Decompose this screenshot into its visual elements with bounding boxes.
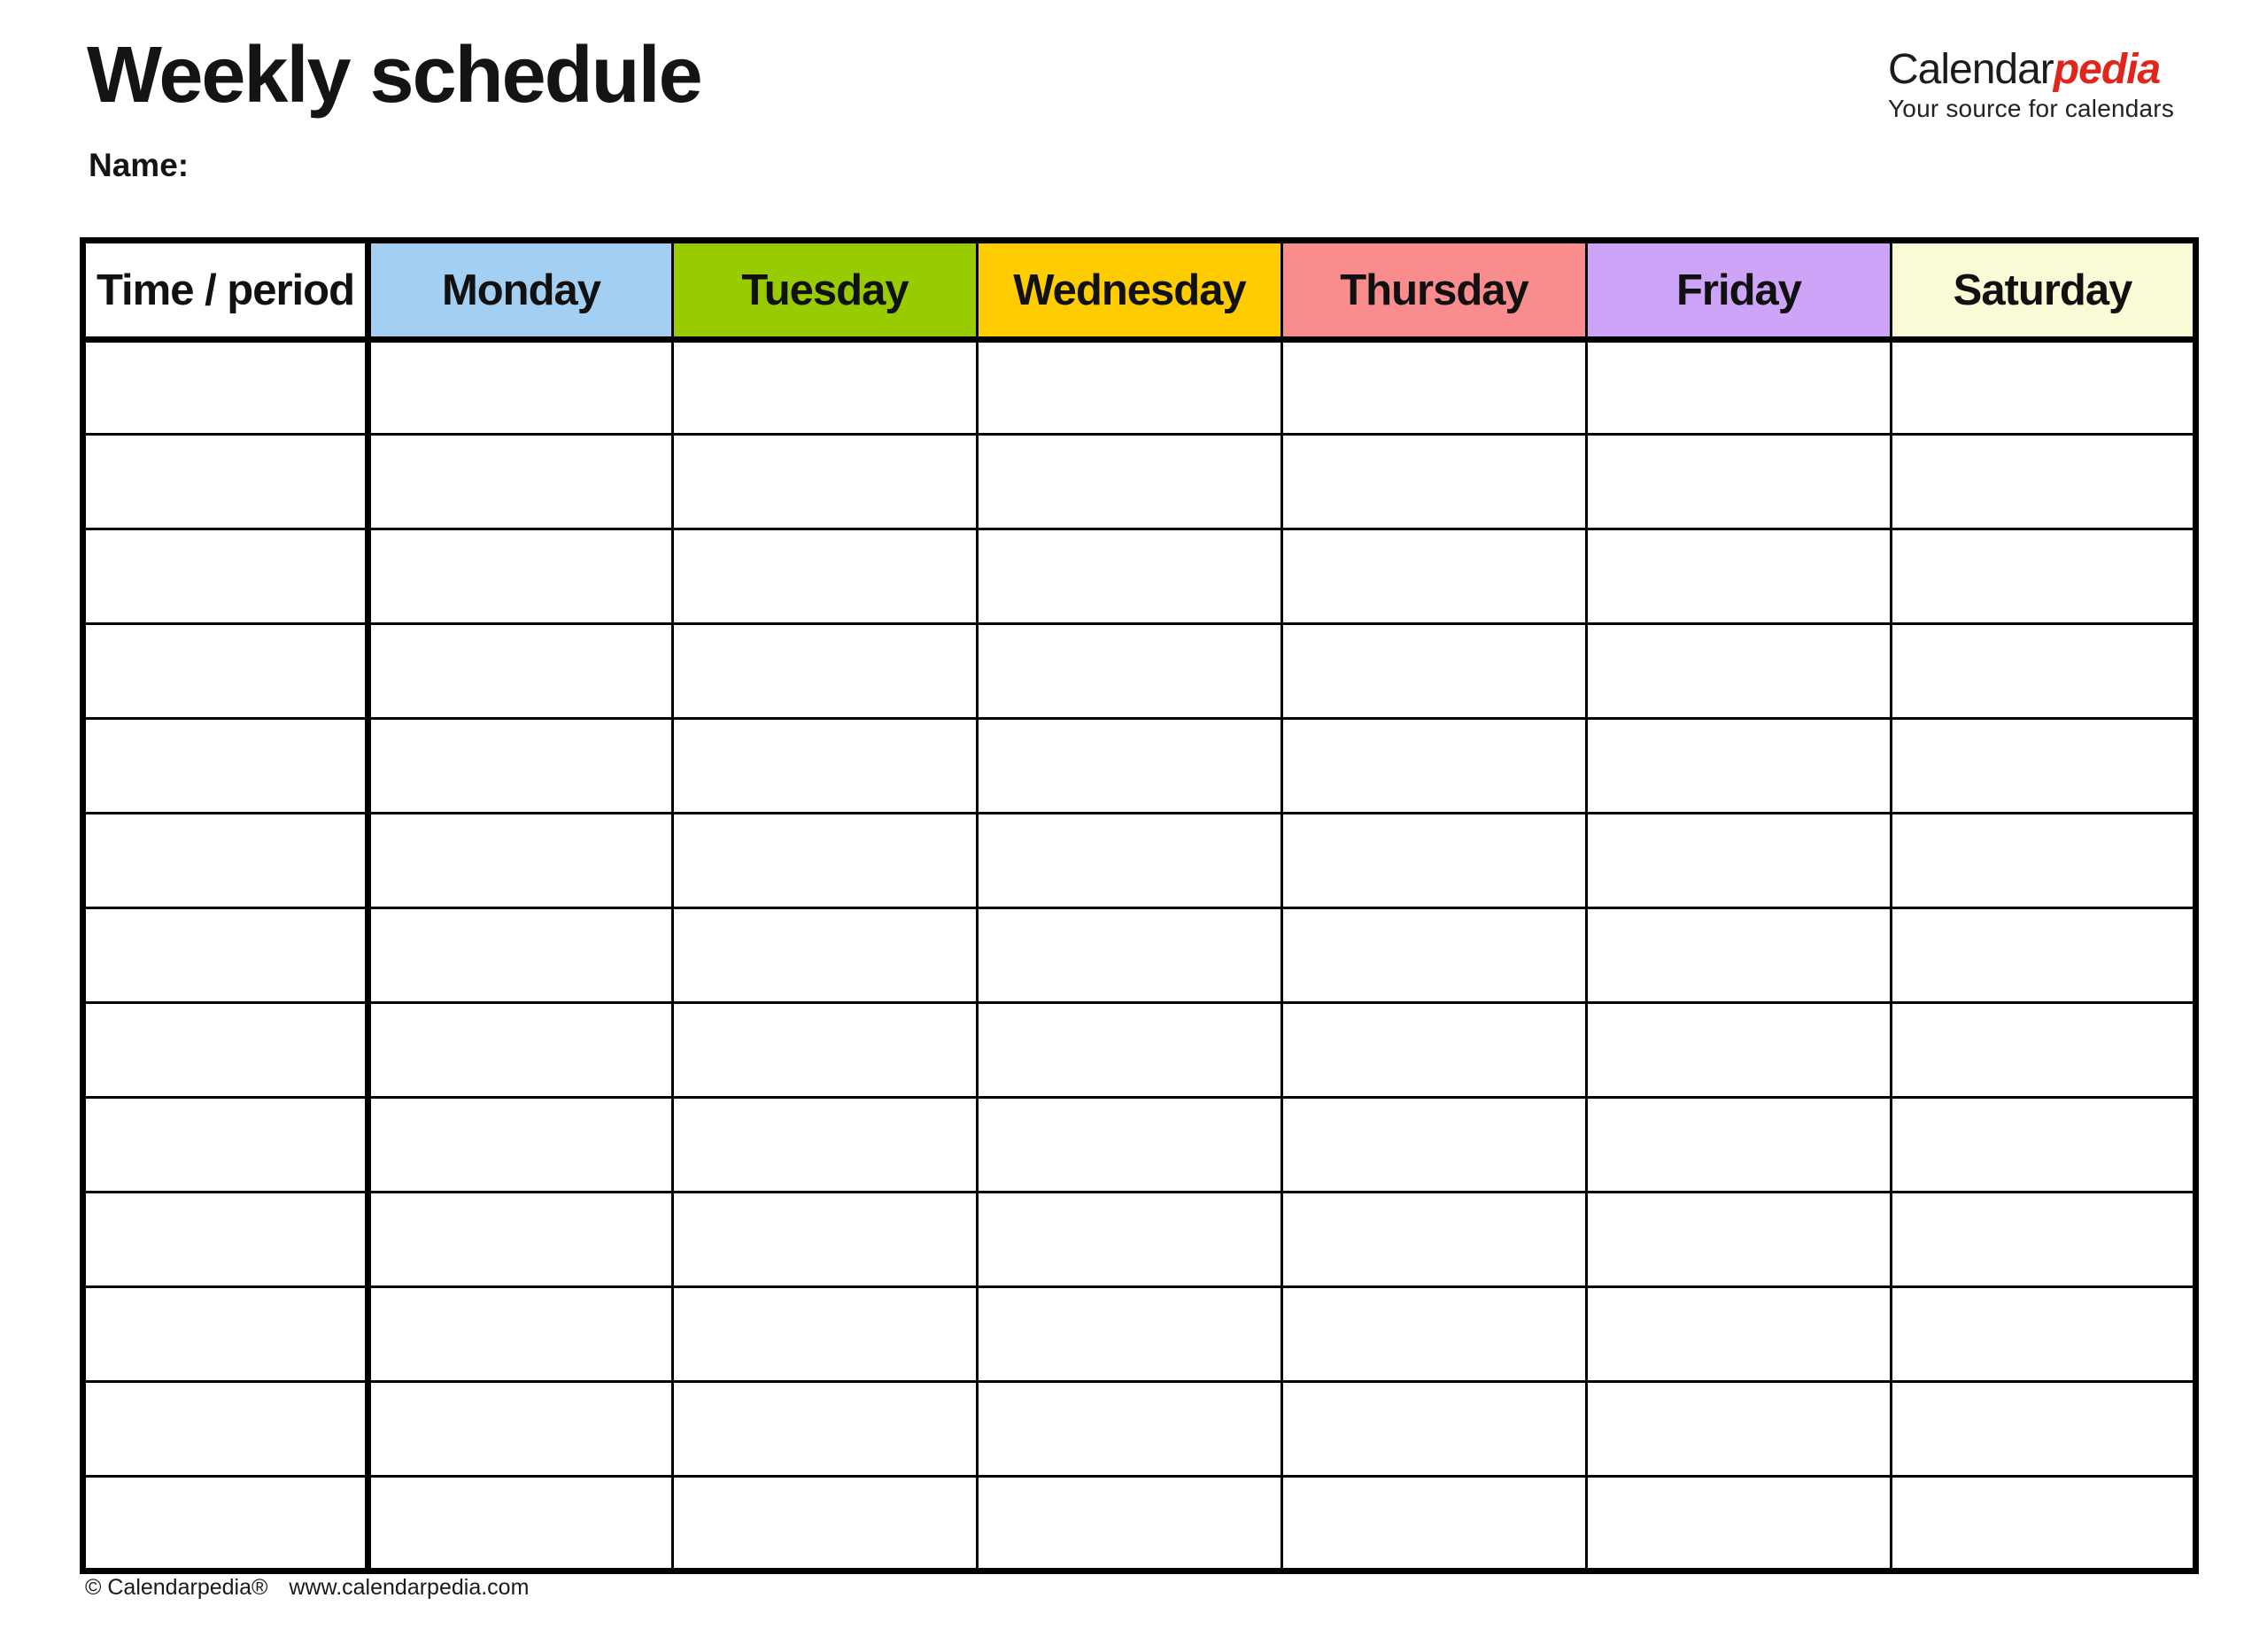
schedule-cell-tuesday [673,624,978,719]
schedule-cell-friday [1587,908,1892,1003]
schedule-row [83,529,2196,624]
schedule-cell-tuesday [673,814,978,908]
schedule-cell-monday [368,1382,673,1477]
time-period-cell [83,435,368,529]
footer [85,1575,529,1601]
schedule-cell-saturday [1892,719,2196,814]
schedule-cell-tuesday [673,1003,978,1098]
schedule-cell-monday [368,1287,673,1382]
schedule-cell-saturday [1892,340,2196,435]
schedule-cell-monday [368,435,673,529]
time-period-header: Time / period [83,241,368,340]
schedule-cell-saturday [1892,1477,2196,1571]
time-period-cell [83,1098,368,1193]
schedule-cell-monday [368,624,673,719]
schedule-cell-tuesday [673,1098,978,1193]
schedule-cell-thursday [1282,435,1587,529]
schedule-cell-thursday [1282,340,1587,435]
time-period-cell [83,340,368,435]
schedule-cell-saturday [1892,1098,2196,1193]
schedule-row [83,1098,2196,1193]
schedule-cell-monday [368,529,673,624]
day-header-tuesday: Tuesday [673,241,978,340]
schedule-row [83,1287,2196,1382]
day-header-wednesday: Wednesday [978,241,1282,340]
schedule-cell-monday [368,719,673,814]
schedule-cell-thursday [1282,1003,1587,1098]
schedule-cell-friday [1587,1098,1892,1193]
schedule-cell-monday [368,814,673,908]
schedule-cell-saturday [1892,908,2196,1003]
schedule-cell-tuesday [673,529,978,624]
schedule-cell-tuesday [673,719,978,814]
schedule-cell-saturday [1892,529,2196,624]
schedule-row [83,814,2196,908]
schedule-cell-wednesday [978,1382,1282,1477]
day-header-friday: Friday [1587,241,1892,340]
weekly-schedule-table [80,237,2199,1574]
schedule-cell-friday [1587,529,1892,624]
schedule-cell-saturday [1892,1193,2196,1287]
footer-website-link[interactable]: www.calendarpedia.com [289,1575,530,1600]
time-period-cell [83,1477,368,1571]
schedule-cell-friday [1587,814,1892,908]
schedule-cell-monday [368,1003,673,1098]
time-period-cell [83,1382,368,1477]
day-header-saturday: Saturday [1892,241,2196,340]
schedule-cell-wednesday [978,1287,1282,1382]
schedule-cell-saturday [1892,1287,2196,1382]
schedule-cell-thursday [1282,624,1587,719]
schedule-row [83,1193,2196,1287]
time-period-cell [83,1193,368,1287]
schedule-row [83,1003,2196,1098]
schedule-cell-saturday [1892,435,2196,529]
logo-wordmark [1888,48,2200,92]
schedule-cell-wednesday [978,908,1282,1003]
day-header-thursday: Thursday [1282,241,1587,340]
schedule-cell-friday [1587,1193,1892,1287]
schedule-cell-thursday [1282,1287,1587,1382]
schedule-cell-wednesday [978,814,1282,908]
schedule-cell-thursday [1282,1477,1587,1571]
schedule-cell-thursday [1282,529,1587,624]
schedule-cell-saturday [1892,1003,2196,1098]
calendarpedia-logo [1888,48,2200,123]
time-period-cell [83,1003,368,1098]
schedule-body [83,340,2196,1571]
schedule-cell-wednesday [978,1193,1282,1287]
schedule-cell-tuesday [673,435,978,529]
time-period-cell [83,719,368,814]
schedule-cell-saturday [1892,624,2196,719]
schedule-cell-wednesday [978,1003,1282,1098]
logo-wordmark-red: pedia [2053,46,2161,93]
schedule-cell-friday [1587,719,1892,814]
schedule-cell-monday [368,1098,673,1193]
schedule-cell-thursday [1282,1193,1587,1287]
schedule-cell-thursday [1282,1098,1587,1193]
schedule-cell-tuesday [673,1382,978,1477]
page-title: Weekly schedule [87,31,701,120]
logo-wordmark-black: Calendar [1888,46,2054,93]
schedule-cell-friday [1587,624,1892,719]
schedule-cell-tuesday [673,1477,978,1571]
table-header-row [83,241,2196,340]
schedule-cell-wednesday [978,624,1282,719]
schedule-cell-thursday [1282,1382,1587,1477]
schedule-row [83,435,2196,529]
schedule-cell-thursday [1282,719,1587,814]
schedule-cell-saturday [1892,1382,2196,1477]
time-period-cell [83,1287,368,1382]
schedule-cell-wednesday [978,719,1282,814]
schedule-cell-friday [1587,1477,1892,1571]
schedule-cell-wednesday [978,340,1282,435]
schedule-cell-tuesday [673,908,978,1003]
day-header-monday: Monday [368,241,673,340]
time-period-cell [83,529,368,624]
schedule-row [83,719,2196,814]
schedule-cell-saturday [1892,814,2196,908]
schedule-cell-tuesday [673,1193,978,1287]
schedule-row [83,340,2196,435]
schedule-cell-friday [1587,340,1892,435]
schedule-cell-thursday [1282,814,1587,908]
schedule-row [83,1382,2196,1477]
schedule-row [83,624,2196,719]
schedule-cell-monday [368,1477,673,1571]
name-label: Name: [89,147,190,183]
logo-tagline: Your source for calendars [1888,95,2175,123]
time-period-cell [83,814,368,908]
schedule-cell-monday [368,1193,673,1287]
schedule-cell-wednesday [978,1098,1282,1193]
footer-copyright: © Calendarpedia® [85,1575,268,1600]
schedule-cell-wednesday [978,529,1282,624]
schedule-cell-monday [368,340,673,435]
schedule-row [83,1477,2196,1571]
schedule-cell-friday [1587,1003,1892,1098]
schedule-cell-tuesday [673,1287,978,1382]
schedule-cell-friday [1587,1287,1892,1382]
schedule-row [83,908,2196,1003]
schedule-cell-monday [368,908,673,1003]
schedule-cell-wednesday [978,1477,1282,1571]
schedule-cell-friday [1587,1382,1892,1477]
schedule-cell-tuesday [673,340,978,435]
time-period-cell [83,908,368,1003]
schedule-cell-thursday [1282,908,1587,1003]
time-period-cell [83,624,368,719]
schedule-cell-wednesday [978,435,1282,529]
schedule-cell-friday [1587,435,1892,529]
